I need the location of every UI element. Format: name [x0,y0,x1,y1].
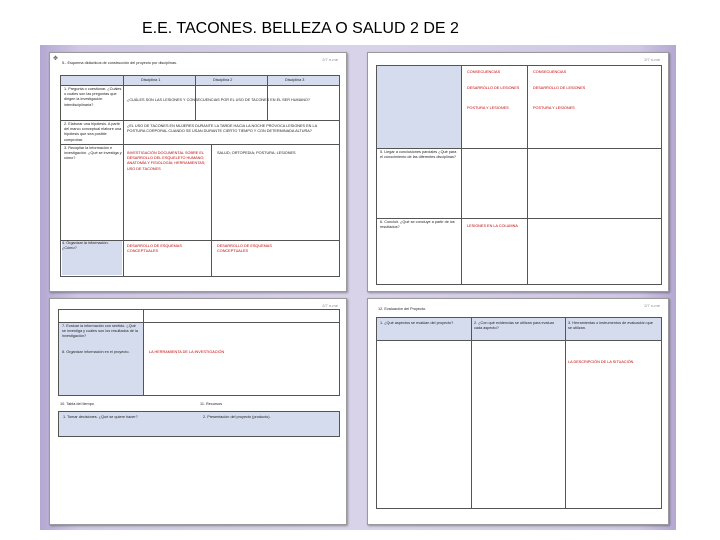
table-row [59,310,339,323]
column-header: 3. Herramientas o instrumentos de evaluación que se utilizan. [568,321,653,331]
row-label: 7. Evaluar la información con sentido. ¿Qué se investiga y cuáles son los resultados de la investigación? [62,324,138,339]
section-heading: 5.- Esquema didácticos de construcción del proyecto por disciplinas. [62,61,178,65]
document-page-2 [367,52,669,292]
slide-page-indicator: 2 DE 2 [410,20,459,37]
section-heading: 11. Recursos [200,402,223,406]
section-heading: 10. Tabla del tiempo [60,402,94,406]
table-column-divider [211,144,212,240]
conclusions-table [376,65,662,285]
row-text: SALUD; ORTOPEDIA; POSTURA; LESIONES [217,151,296,155]
table-column-divider [565,318,566,508]
slide-title-main: E.E. TACONES. BELLEZA O SALUD [142,20,406,37]
page-number: 2/7 n-me [322,303,338,308]
list-item: POSTURA Y LESIONES [467,106,509,110]
document-page-4 [367,298,669,525]
conclusion-text: LESIONES EN LA COLUMNA [467,224,518,228]
table-column-divider [471,318,472,508]
evaluation-info-table [58,309,340,396]
row-label: 5. Llegar a conclusiones parciales ¿Qué para el conocimiento de las diferentes disciplinas? [380,150,457,160]
list-item: POSTURA Y LESIONES [533,106,575,110]
document-page-1 [49,52,347,292]
document-frame [40,45,676,530]
table-column-divider [211,240,212,276]
row-label: 1. Pregunta o cuestionar. ¿Cuáles o cuáles son las preguntas que dirigen la investigación interdisciplinaria? [64,87,122,107]
move-handle-icon[interactable]: ✥ [53,56,59,62]
row-text: ¿CUÁLES SON LAS LESIONES Y CONSECUENCIAS POR EL USO DE TACONES EN EL SER HUMANO? [127,98,311,102]
slide-title [0,20,720,46]
section-heading: 12. Evaluación del Proyecto. [378,307,427,311]
column-header: Disciplina 2 [213,78,233,82]
row-label: 8. Organizar información en el proyecto. [62,350,130,354]
row-label: 6. Concluir. ¿Qué se concluye a partir de los resultados? [380,220,455,230]
list-item: DESARROLLO DE LESIONES [533,86,586,90]
row-text: DESARROLLO DE ESQUEMAS CONCEPTUALES [127,244,182,254]
column-header: Disciplina 1 [141,78,161,82]
column-header: 1. ¿Qué aspectos se evalúan del proyecto? [380,321,454,325]
row-text: ¿EL USO DE TACONES EN MUJERES DURANTE LA TARDE HACIA LA NOCHE PROVOCA LESIONES EN LA POSTURA CORPORAL CUANDO SE USAN DURANTE CIERTO TIEMPO Y CON DETERMINADA ALTURA? [127,124,317,134]
page-number: 2/7 n-me [644,303,660,308]
row-label: 4. Organizar la información. ¿Cómo? [62,241,122,275]
page-number: 2/7 n-me [322,57,338,62]
document-page-3 [49,298,347,525]
didactic-scheme-table [60,75,340,277]
row-label: 3. Recopilar la información e investigación. ¿Qué se investiga y cómo? [64,146,122,161]
row-label: 2. Presentación del proyecto (producto). [203,415,271,419]
row-text: INVESTIGACIÓN DOCUMENTAL SOBRE EL DESARROLLO DEL ESQUELETO HUMANO; ANATOMÍA Y FISIOLOGÍA; HERRAMIENTAS; USO DE TACONES [127,151,206,171]
column-header: Disciplina 3 [285,78,305,82]
list-item: CONSECUENCIAS [467,70,501,74]
row-label: 1. Tomar decisiones. ¿Qué se quiere hacer? [63,415,138,419]
list-item: DESARROLLO DE LESIONES [467,86,520,90]
list-item: CONSECUENCIAS [533,70,567,74]
column-header: 2. ¿Con qué evidencias se utilizan para evaluar cada aspecto? [474,321,554,331]
highlight-text: LA HERRAMIENTA DE LA INVESTIGACIÓN [149,350,225,354]
highlight-text: LA DESCRIPCIÓN DE LA SITUACIÓN [568,360,634,364]
project-evaluation-table [376,317,662,509]
row-text: DESARROLLO DE ESQUEMAS CONCEPTUALES [217,244,272,254]
decision-table [58,411,340,437]
row-label: 2. Elaborar una hipótesis. A partir del marco conceptual elabore una hipótesis que sea posible comprobar. [64,122,122,142]
page-number: 2/7 n-me [644,57,660,62]
